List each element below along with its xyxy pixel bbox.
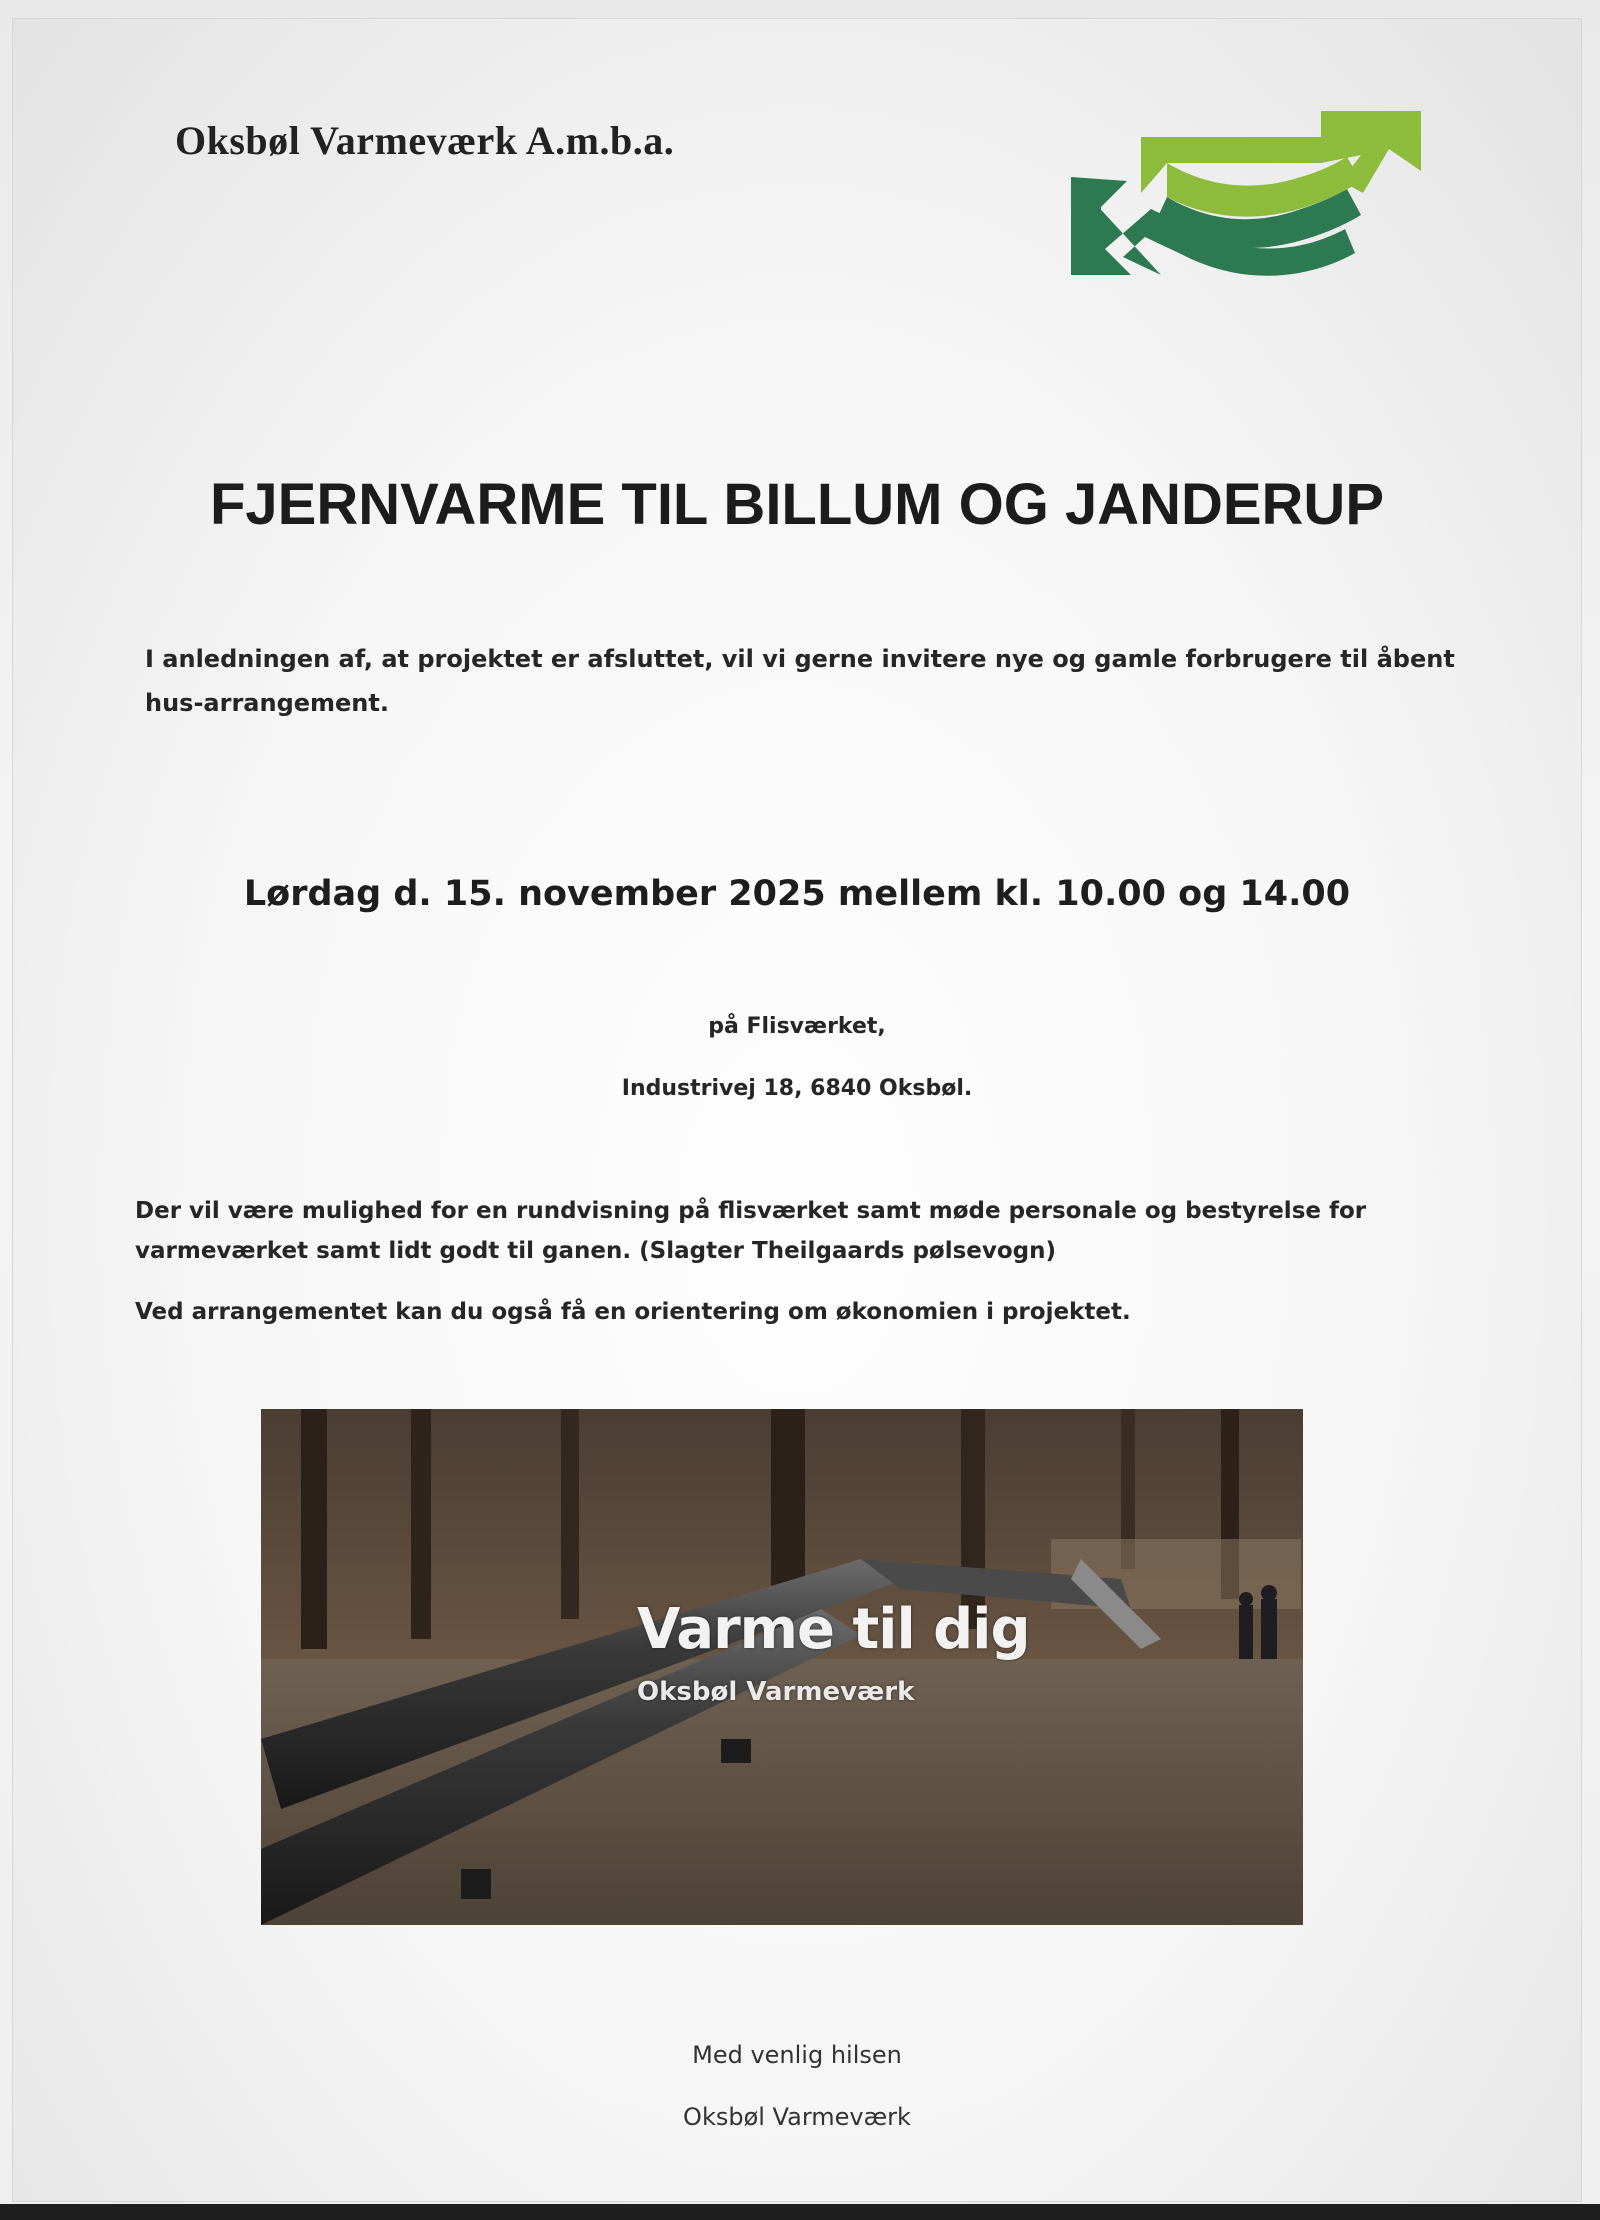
closing-greeting: Med venlig hilsen <box>692 2041 902 2069</box>
banner-title: Varme til dig <box>637 1597 1030 1662</box>
body-paragraph-economy: Ved arrangementet kan du også få en orientering om økonomien i projektet. <box>135 1299 1131 1325</box>
closing-signature: Oksbøl Varmeværk <box>683 2103 911 2131</box>
event-location: på Flisværket, <box>708 1014 886 1039</box>
double-arrow-wave-logo-icon <box>1071 97 1423 283</box>
monitor-bezel-bottom <box>0 2204 1600 2220</box>
organization-name: Oksbøl Varmeværk A.m.b.a. <box>175 118 675 163</box>
event-date: Lørdag d. 15. november 2025 mellem kl. 10.00 og 14.00 <box>243 874 1351 914</box>
body-paragraph-tour: Der vil være mulighed for en rundvisning på flisværket samt møde personale og bestyrelse for varmeværket samt lidt godt til ganen. (Slagter Theilgaards pølsevogn) <box>135 1198 1367 1264</box>
intro-paragraph: I anledningen af, at projektet er afsluttet, vil vi gerne invitere nye og gamle forbrugere til åbent hus-arrangement. <box>145 645 1455 717</box>
event-address: Industrivej 18, 6840 Oksbøl. <box>621 1076 973 1101</box>
banner-subtitle: Oksbøl Varmeværk <box>637 1677 915 1707</box>
banner-image <box>261 1409 1303 1925</box>
document-page <box>12 18 1582 2202</box>
page-title: FJERNVARME TIL BILLUM OG JANDERUP <box>209 472 1385 537</box>
forest-pipeline-photo <box>261 1409 1303 1925</box>
logo <box>1071 97 1423 283</box>
